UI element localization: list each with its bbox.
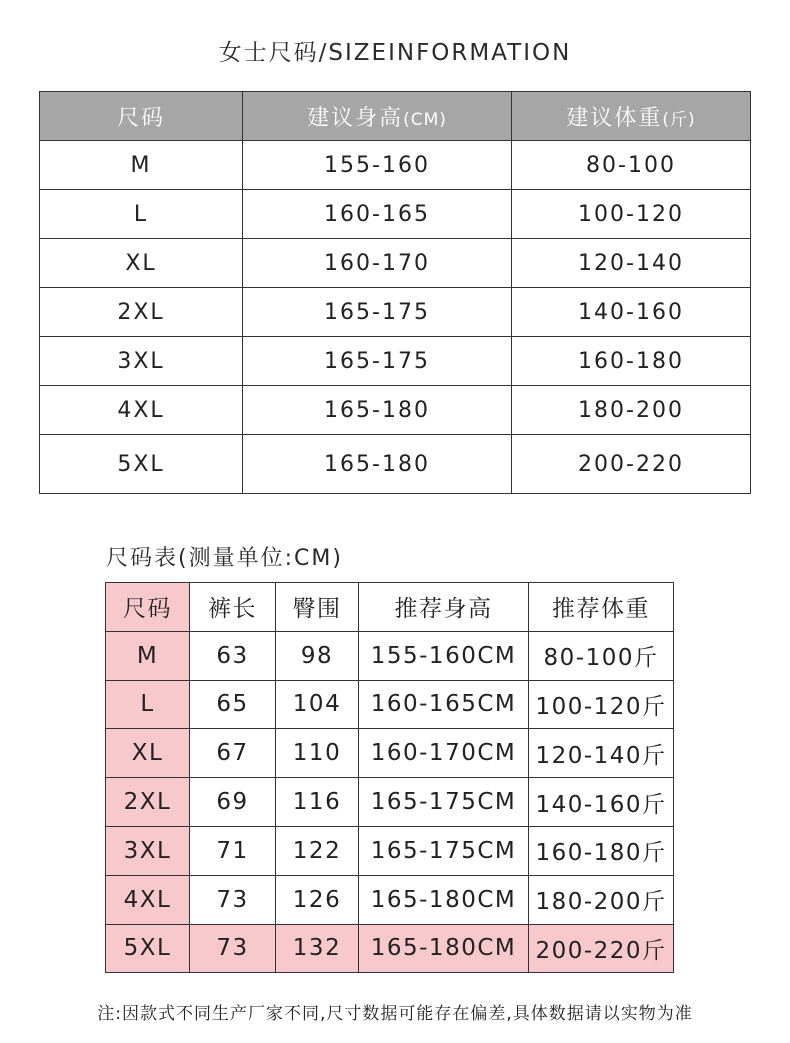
height-cell: 155-160CM — [359, 631, 529, 680]
table-row — [40, 435, 751, 494]
table-row — [40, 288, 751, 337]
header-pants-length: 裤长 — [190, 583, 276, 632]
table-row — [40, 190, 751, 239]
weight-cell: 120-140斤 — [529, 729, 674, 778]
size-cell: L — [40, 190, 243, 239]
table-row — [40, 386, 751, 435]
table-header-row — [40, 92, 751, 141]
table-row — [106, 729, 674, 778]
height-cell: 155-160 — [243, 141, 512, 190]
measurement-size-table — [105, 582, 674, 973]
hip-cell: 132 — [276, 924, 359, 973]
size-cell: 3XL — [40, 337, 243, 386]
header-size: 尺码 — [106, 583, 190, 632]
header-height-label: 建议身高 — [307, 105, 404, 131]
height-cell: 165-175 — [243, 337, 512, 386]
table-row — [40, 239, 751, 288]
size-cell: 2XL — [40, 288, 243, 337]
hip-cell: 104 — [276, 680, 359, 729]
table-row — [106, 778, 674, 827]
header-recommended-height: 推荐身高 — [359, 583, 529, 632]
table-header-row — [106, 583, 674, 632]
table-row — [106, 875, 674, 924]
pants-length-cell: 67 — [190, 729, 276, 778]
header-hip: 臀围 — [276, 583, 359, 632]
pants-length-cell: 63 — [190, 631, 276, 680]
height-cell: 160-170CM — [359, 729, 529, 778]
size-cell: M — [106, 631, 190, 680]
hip-cell: 116 — [276, 778, 359, 827]
table-row — [40, 337, 751, 386]
size-cell: 4XL — [106, 875, 190, 924]
height-cell: 160-165CM — [359, 680, 529, 729]
weight-cell: 120-140 — [512, 239, 751, 288]
pants-length-cell: 71 — [190, 826, 276, 875]
header-height — [243, 92, 512, 141]
weight-cell: 140-160 — [512, 288, 751, 337]
header-recommended-weight: 推荐体重 — [529, 583, 674, 632]
weight-cell: 140-160斤 — [529, 778, 674, 827]
size-cell: 3XL — [106, 826, 190, 875]
table-row — [40, 141, 751, 190]
table-row — [106, 826, 674, 875]
height-cell: 160-165 — [243, 190, 512, 239]
hip-cell: 126 — [276, 875, 359, 924]
height-cell: 165-180CM — [359, 924, 529, 973]
height-cell: 165-180CM — [359, 875, 529, 924]
height-cell: 165-175 — [243, 288, 512, 337]
height-cell: 165-180 — [243, 386, 512, 435]
weight-cell: 80-100 — [512, 141, 751, 190]
weight-cell: 80-100斤 — [529, 631, 674, 680]
weight-cell: 100-120 — [512, 190, 751, 239]
size-cell: 5XL — [40, 435, 243, 494]
weight-cell: 100-120斤 — [529, 680, 674, 729]
height-cell: 165-175CM — [359, 826, 529, 875]
weight-cell: 200-220斤 — [529, 924, 674, 973]
size-cell: 4XL — [40, 386, 243, 435]
height-cell: 165-180 — [243, 435, 512, 494]
size-cell: XL — [40, 239, 243, 288]
pants-length-cell: 73 — [190, 924, 276, 973]
size-info-title: 女士尺码/SIZEINFORMATION — [218, 40, 572, 66]
pants-length-cell: 73 — [190, 875, 276, 924]
hip-cell: 110 — [276, 729, 359, 778]
header-weight-unit: (斤) — [662, 109, 696, 130]
header-size: 尺码 — [40, 92, 243, 141]
table-row — [106, 631, 674, 680]
header-weight — [512, 92, 751, 141]
disclaimer-note: 注:因款式不同生产厂家不同,尺寸数据可能存在偏差,具体数据请以实物为准 — [97, 1004, 693, 1024]
weight-cell: 160-180 — [512, 337, 751, 386]
weight-cell: 200-220 — [512, 435, 751, 494]
header-height-unit: (CM) — [403, 109, 447, 130]
table-row-highlighted — [106, 924, 674, 973]
size-cell: 5XL — [106, 924, 190, 973]
weight-cell: 180-200 — [512, 386, 751, 435]
header-weight-label: 建议体重 — [566, 105, 663, 131]
recommended-size-table — [39, 91, 751, 494]
pants-length-cell: 69 — [190, 778, 276, 827]
size-cell: XL — [106, 729, 190, 778]
pants-length-cell: 65 — [190, 680, 276, 729]
table-row — [106, 680, 674, 729]
weight-cell: 180-200斤 — [529, 875, 674, 924]
size-cell: M — [40, 141, 243, 190]
size-cell: L — [106, 680, 190, 729]
height-cell: 160-170 — [243, 239, 512, 288]
measurement-table-title: 尺码表(测量单位:CM) — [106, 546, 343, 571]
hip-cell: 122 — [276, 826, 359, 875]
size-cell: 2XL — [106, 778, 190, 827]
weight-cell: 160-180斤 — [529, 826, 674, 875]
height-cell: 165-175CM — [359, 778, 529, 827]
hip-cell: 98 — [276, 631, 359, 680]
